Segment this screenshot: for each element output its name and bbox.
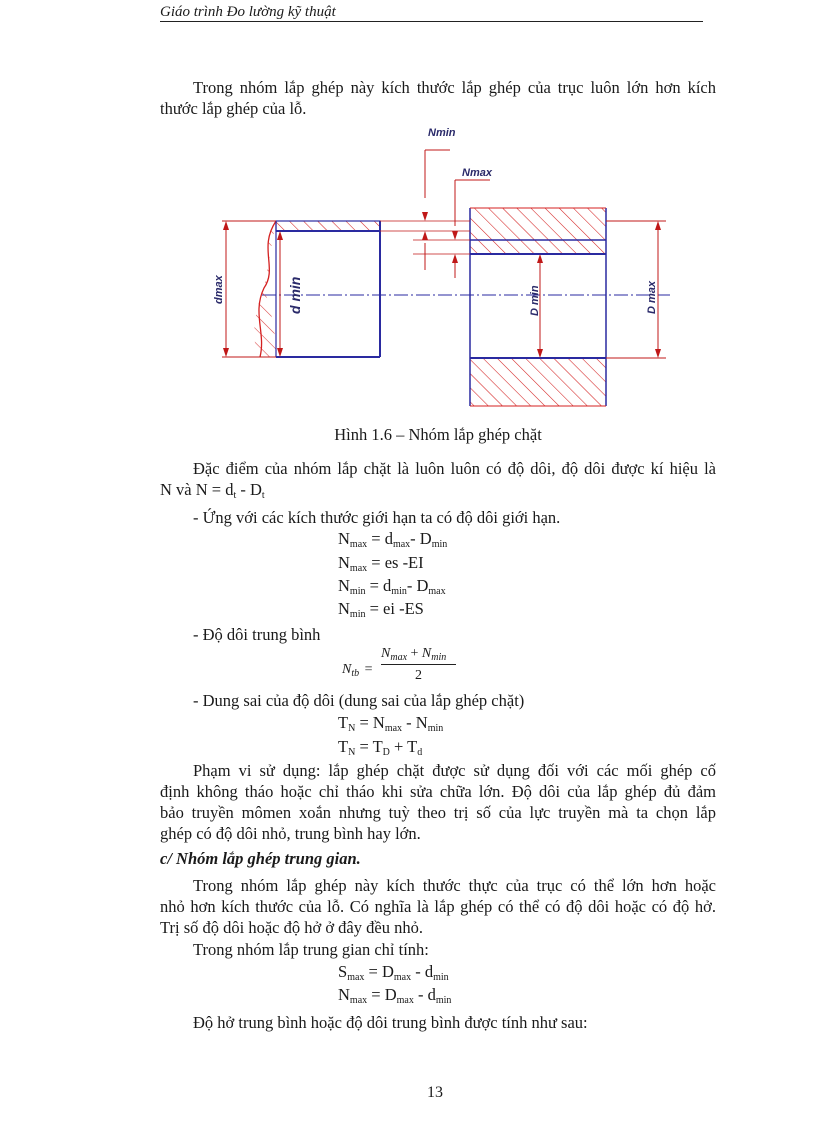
tight-fit-figure: [200, 118, 680, 418]
scope-line-4: ghép có độ dôi nhỏ, trung bình hay lớn.: [160, 824, 421, 843]
Dmax-label: D max: [646, 280, 658, 314]
fraction-bar: [381, 664, 456, 665]
shaft: [254, 221, 380, 357]
page-number: 13: [427, 1084, 443, 1101]
eq-nmin-2: $N_{min}$ = ei -ES: [338, 599, 424, 620]
dmin-label: d min: [287, 276, 303, 314]
eq-tn-1: $T_N = N_{max} - N_{min}$: [338, 713, 444, 734]
running-header: Giáo trình Đo lường kỹ thuật: [160, 4, 336, 20]
ntb-numerator: $N_{max} + N_{min}$: [381, 646, 447, 663]
intro-line-2: thước lắp ghép của lỗ.: [160, 99, 307, 118]
mid-line-3: Trị số độ dôi hoặc độ hở ở đây đều nhỏ.: [160, 918, 423, 937]
figure-caption: Hình 1.6 – Nhóm lắp ghép chặt: [334, 425, 542, 444]
mid-line-1: Trong nhóm lắp ghép này kích thước thực của trục có thể lớn hơn hoặc: [193, 876, 716, 895]
scope-line-3: bảo truyền mômen xoắn nhưng tuỳ theo trị số của lực truyền mà ta chọn lắp: [160, 803, 716, 822]
bullet-limits: - Ứng với các kích thước giới hạn ta có độ dôi giới hạn.: [193, 508, 561, 527]
dmax-label: dmax: [213, 275, 225, 304]
ntb-lhs: $N_{tb}$ =: [342, 662, 373, 679]
intro-line-1: Trong nhóm lắp ghép này kích thước lắp ghép của trục luôn lớn hơn kích: [193, 78, 716, 97]
bullet-average: - Độ dôi trung bình: [193, 625, 321, 644]
header-rule: [160, 21, 703, 22]
mid-line-2: nhỏ hơn kích thước của lỗ. Có nghĩa là lắp ghép có thể có độ dôi hoặc có độ hở.: [160, 897, 716, 916]
section-heading-c: c/ Nhóm lắp ghép trung gian.: [160, 849, 361, 868]
p1-line-1: Đặc điểm của nhóm lắp chặt là luôn luôn có độ dôi, độ dôi được kí hiệu là: [193, 459, 716, 478]
shaft-hatched-band: [276, 221, 380, 231]
eq-tn-2: $T_N = T_D + T_d$: [338, 737, 423, 758]
scope-line-2: định không tháo hoặc chỉ tháo khi sửa chữa lớn. Độ dôi của lắp ghép đủ đảm: [160, 782, 716, 801]
eq-nmax-mid: $N_{max} = D_{max} - d_{min}$: [338, 985, 452, 1006]
nmax-label: Nmax: [462, 167, 492, 179]
Dmin-label: D min: [529, 285, 541, 316]
eq-nmax-1: $N_{max} = d_{max}-$ $D_{min}$: [338, 529, 448, 550]
eq-nmax-2: $N_{max}$ = es -EI: [338, 553, 424, 574]
last-line: Độ hở trung bình hoặc độ dôi trung bình được tính như sau:: [193, 1013, 588, 1032]
mid-calc: Trong nhóm lắp trung gian chỉ tính:: [193, 940, 429, 959]
ntb-denominator: 2: [415, 668, 422, 683]
interference-leaders: [380, 127, 493, 278]
scope-line-1: Phạm vi sử dụng: lắp ghép chặt được sử dụng đối với các mối ghép cố: [193, 761, 716, 780]
bullet-tolerance: - Dung sai của độ dôi (dung sai của lắp ghép chặt): [193, 691, 525, 710]
p1-line-2: N và $N = d_t - D_t$: [160, 480, 265, 501]
eq-smax: $S_{max} = D_{max} - d_{min}$: [338, 962, 449, 983]
eq-nmin-1: $N_{min} = d_{min}-$ $D_{max}$: [338, 576, 446, 597]
nmin-label: Nmin: [428, 127, 456, 139]
